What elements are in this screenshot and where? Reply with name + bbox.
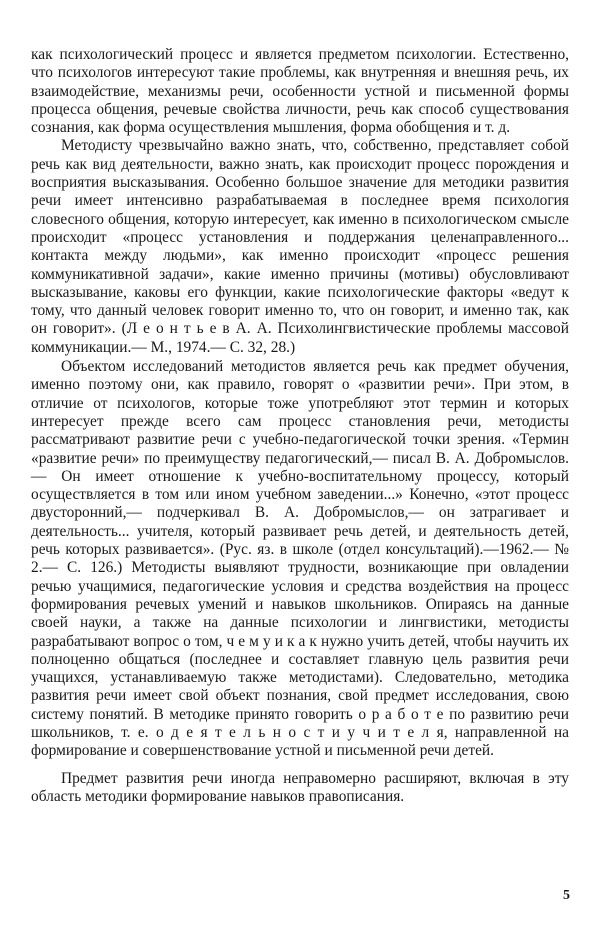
paragraph-subject-expansion: Предмет развития речи иногда неправомерно расширяют, включая в эту область методики формирование навыков правописания.	[31, 769, 569, 805]
paragraph-object-of-research: Объектом исследований методистов является речь как предмет обучения, именно поэтому они, как правило, говорят о «развитии речи». При этом, в отличие от психологов, которые тоже употребляют этот термин и которых интересует прежде всего сам процесс становления речи, методисты рассматривают развитие речи с учебно-педагогической точки зрения. «Термин «развитие речи» по преимуществу педагогический,— писал В. А. Добромыслов.— Он имеет отношение к учебно-воспитательному процессу, который осуществляется в том или ином учебном заведении...» Конечно, «этот процесс двусторонний,— подчеркивал В. А. Добромыслов,— он затрагивает и деятельность... учителя, который развивает речь детей, и деятельность детей, речь которых развивается». (Рус. яз. в школе (отдел консультаций).—1962.— № 2.— С. 126.) Методисты выявляют трудности, возникающие при овладении речью учащимися, педагогические условия и средства воздействия на процесс формирования речевых умений и навыков школьников. Опираясь на данные своей науки, а также на данные психологии и лингвистики, методисты разрабатывают вопрос о том, ч е м у и к а к нужно учить детей, чтобы научить их полноценно общаться (последнее и составляет главную цель развития речи учащихся, устанавливаемую также методистами). Следовательно, методика развития речи имеет свой объект познания, свой предмет исследования, свою систему понятий. В методике принято говорить о р а б о т е по развитию речи школьников, т. е. о д е я т е л ь н о с т и у ч и т е л я, направленной на формирование и совершенствование устной и письменной речи детей.	[31, 358, 569, 760]
page-number: 5	[563, 888, 570, 903]
paragraph-methodist-importance: Методисту чрезвычайно важно знать, что, собственно, представляет собой речь как вид деятельности, важно знать, как происходит процесс порождения и восприятия высказывания. Особенно большое значение для методики развития речи имеет интенсивно разрабатываемая в последнее время психология словесного общения, которую интересует, как именно в психологическом смысле происходит «процесс установления и поддержания целенаправленного... контакта между людьми», как именно происходит «процесс решения коммуникативной задачи», какие именно причины (мотивы) обусловливают высказывание, каковы его функции, какие психологические факторы «ведут к тому, что данный человек говорит именно то, что он говорит, и именно так, как он говорит». (Л е о н т ь е в А. А. Психолингвистические проблемы массовой коммуникации.— М., 1974.— С. 32, 28.)	[31, 137, 569, 356]
body-text	[31, 46, 569, 806]
paragraph-continuation: как психологический процесс и является предметом психологии. Естественно, что психологов интересуют такие проблемы, как внутренняя и внешняя речь, их взаимодействие, механизмы речи, особенности устной и письменной формы процесса общения, речевые свойства личности, речь как способ существования сознания, как форма осуществления мышления, форма обобщения и т. д.	[31, 46, 569, 137]
